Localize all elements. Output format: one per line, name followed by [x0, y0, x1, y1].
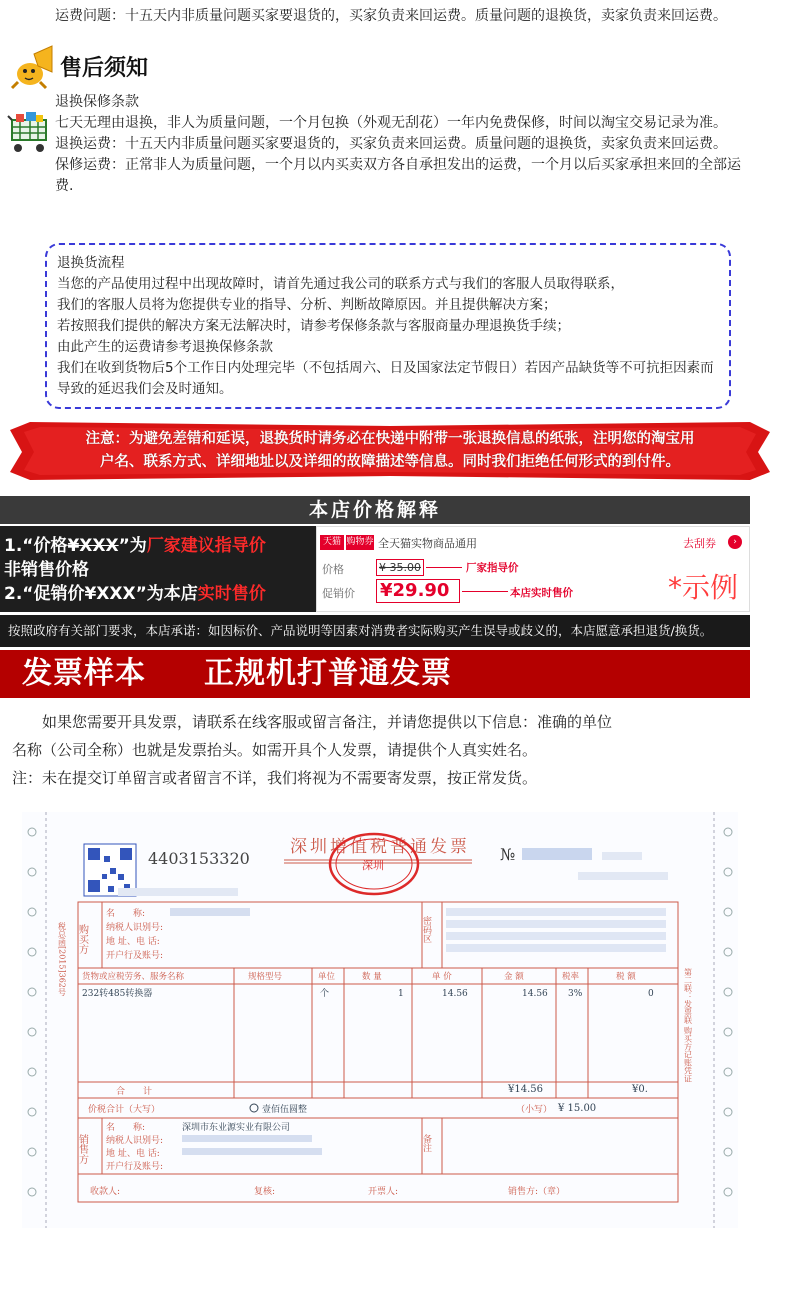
col-tax: 税 额	[616, 972, 636, 982]
payee-label: 收款人:	[90, 1187, 121, 1197]
flow-line: 我们的客服人员将为您提供专业的指导、分析、判断故障原因。并且提供解决方案；	[57, 297, 557, 313]
total-amount: ¥14.56	[508, 1084, 543, 1095]
invoice-sample-title: 发票样本	[22, 656, 146, 691]
invoice-note-line: 注：未在提交订单留言或者留言不详，我们将视为不需要寄发票，按正常发货。	[12, 769, 538, 787]
rule-return-shipping: 退换运费：十五天内非质量问题买家要退货的，买家负责来回运费。质量问题的退换货，卖家负责来回运费。	[55, 136, 727, 152]
invoice-instructions	[12, 708, 752, 792]
example-mark: *示例	[668, 571, 739, 604]
grand-total-small: ¥ 15.00	[558, 1103, 597, 1114]
invoice-copy-note: 第二联：发票联 购买方记账凭证	[683, 968, 693, 1083]
store-commitment: 按照政府有关部门要求，本店承诺：如因标价、产品说明等因素对消费者实际购买产生误导或歧义的，本店愿意承担退货/换货。	[0, 615, 750, 647]
seller-label: 销售方	[76, 1134, 88, 1164]
seller-seal-label: 销售方:（章）	[508, 1187, 566, 1197]
tmall-logo: 天猫	[320, 535, 344, 550]
flow-line: 由此产生的运费请参考退换保修条款	[57, 339, 273, 355]
price-rule-2-prefix: 2.“促销价¥XXX”为本店	[4, 584, 198, 604]
col-price: 单 价	[432, 972, 452, 982]
invoice-sample-image	[22, 812, 738, 1228]
item-rate: 3%	[568, 989, 583, 999]
rules-heading: 退换保修条款	[55, 94, 139, 110]
megaphone-mascot-icon	[8, 44, 56, 90]
invoice-note-line: 名称（公司全称）也就是发票抬头。如需开具个人发票，请提供个人真实姓名。	[12, 741, 538, 759]
seller-address-label: 地 址、电 话:	[106, 1149, 160, 1159]
reviewer-label: 复核:	[254, 1187, 276, 1197]
price-rule-1-cont: 非销售价格	[4, 560, 89, 580]
chevron-right-icon[interactable]: ›	[728, 535, 742, 549]
buyer-label: 购买方	[76, 924, 88, 954]
seller-bank-label: 开户行及账号:	[106, 1162, 164, 1172]
seller-name-label: 名 称:	[106, 1123, 146, 1133]
seller-taxid-label: 纳税人识别号:	[106, 1136, 164, 1146]
shipping-fee-note: 运费问题：十五天内非质量问题买家要退货的，买家负责来回运费。质量问题的退换货，卖家负责来回运费。	[55, 8, 727, 24]
invoice-note-line: 如果您需要开具发票，请联系在线客服或留言备注，并请您提供以下信息：准确的单位	[42, 713, 613, 731]
warranty-rules	[55, 92, 745, 197]
after-sales-title: 售后须知	[60, 56, 149, 81]
invoice-no-label: №	[500, 845, 516, 864]
coupon-badge: 购物券	[346, 535, 374, 550]
seal-text: 深圳	[362, 859, 384, 872]
pointer-line	[462, 591, 508, 592]
buyer-address-label: 地 址、电 话:	[106, 937, 160, 947]
item-qty: 1	[398, 989, 404, 999]
flow-line: 我们在收到货物后5个工作日内处理完毕（不包括周六、日及国家法定节假日）若因产品缺货等不可抗拒因素而导致的延迟我们会及时通知。	[57, 360, 714, 397]
buyer-name-label: 名 称:	[106, 909, 146, 919]
rule-warranty-shipping: 保修运费：正常非人为质量问题，一个月以内买卖双方各自承担发出的运费，一个月以后买家承担来回的全部运费.	[55, 157, 741, 194]
price-rule-2-highlight: 实时售价	[197, 584, 266, 604]
password-area-label: 密码区	[421, 916, 431, 943]
flow-line: 当您的产品使用过程中出现故障时，请首先通过我公司的联系方式与我们的客服人员取得联系，	[57, 276, 624, 292]
col-spec: 规格型号	[248, 972, 283, 982]
price-rule-1-strike: ¥XXX	[67, 536, 119, 556]
scratch-coupon-link[interactable]: 去刮券	[683, 537, 716, 550]
return-flow-box	[45, 243, 731, 409]
invoice-type-title: 正规机打普通发票	[204, 656, 452, 691]
item-tax: 0	[648, 989, 654, 999]
grand-total-words: 壹佰伍圆整	[262, 1105, 308, 1115]
sale-price: ¥29.90	[376, 579, 460, 603]
remark-label: 备注	[421, 1134, 431, 1152]
price-rule-1	[4, 534, 312, 558]
price-rule-1-mid: ”为	[118, 536, 147, 556]
item-amount: 14.56	[522, 989, 548, 999]
shopping-cart-icon	[6, 112, 52, 156]
col-goods: 货物或应税劳务、服务名称	[82, 972, 185, 982]
total-label: 合 计	[116, 1087, 153, 1097]
drawer-label: 开票人:	[368, 1187, 399, 1197]
price-explain-title: 本店价格解释	[0, 496, 750, 524]
notice-line: 户名、联系方式、详细地址以及详细的故障描述等信息。同时我们拒绝任何形式的到付件。	[100, 454, 680, 470]
small-label: （小写）	[516, 1105, 553, 1115]
sale-price-annotation: 本店实时售价	[510, 587, 573, 599]
promo-price-label: 促销价	[322, 587, 355, 600]
guide-price-annotation: 厂家指导价	[466, 562, 519, 574]
invoice-title: 深圳增值税普通发票	[290, 837, 470, 857]
coupon-desc: 全天猫实物商品通用	[378, 537, 477, 550]
tax-doc-ref: 税总函[2015]362号	[57, 922, 67, 996]
price-rule-1-highlight: 厂家建议指导价	[146, 536, 266, 556]
invoice-section-header	[0, 650, 750, 698]
invoice-code: 4403153320	[148, 849, 250, 868]
item-unit: 个	[320, 989, 330, 999]
grand-total-label: 价税合计（大写）	[88, 1105, 161, 1115]
flow-title: 退换货流程	[57, 255, 125, 271]
price-explain-text	[0, 526, 316, 612]
col-qty: 数 量	[362, 972, 382, 982]
col-rate: 税率	[562, 972, 580, 982]
item-name: 232转485转换器	[82, 989, 153, 999]
buyer-taxid-label: 纳税人识别号:	[106, 923, 164, 933]
notice-banner-text	[40, 428, 740, 474]
price-rule-2	[4, 582, 312, 606]
original-price: ¥ 35.00	[376, 559, 424, 576]
col-amount: 金 额	[504, 972, 524, 982]
price-label: 价格	[322, 563, 344, 576]
rule-return-exchange: 七天无理由退换，非人为质量问题，一个月包换（外观无刮花）一年内免费保修，时间以淘宝交易记录为准。	[55, 115, 727, 131]
col-unit: 单位	[318, 972, 336, 982]
total-tax: ¥0.	[632, 1084, 648, 1095]
buyer-bank-label: 开户行及账号:	[106, 951, 164, 961]
pointer-line	[426, 567, 462, 568]
price-rule-1-prefix: 1.“价格	[4, 536, 68, 556]
flow-line: 若按照我们提供的解决方案无法解决时，请参考保修条款与客服商量办理退换货手续；	[57, 318, 570, 334]
item-price: 14.56	[442, 989, 468, 999]
seller-name: 深圳市东业源实业有限公司	[182, 1123, 291, 1133]
notice-line: 注意：为避免差错和延误，退换货时请务必在快递中附带一张退换信息的纸张，注明您的淘宝用	[85, 431, 695, 447]
